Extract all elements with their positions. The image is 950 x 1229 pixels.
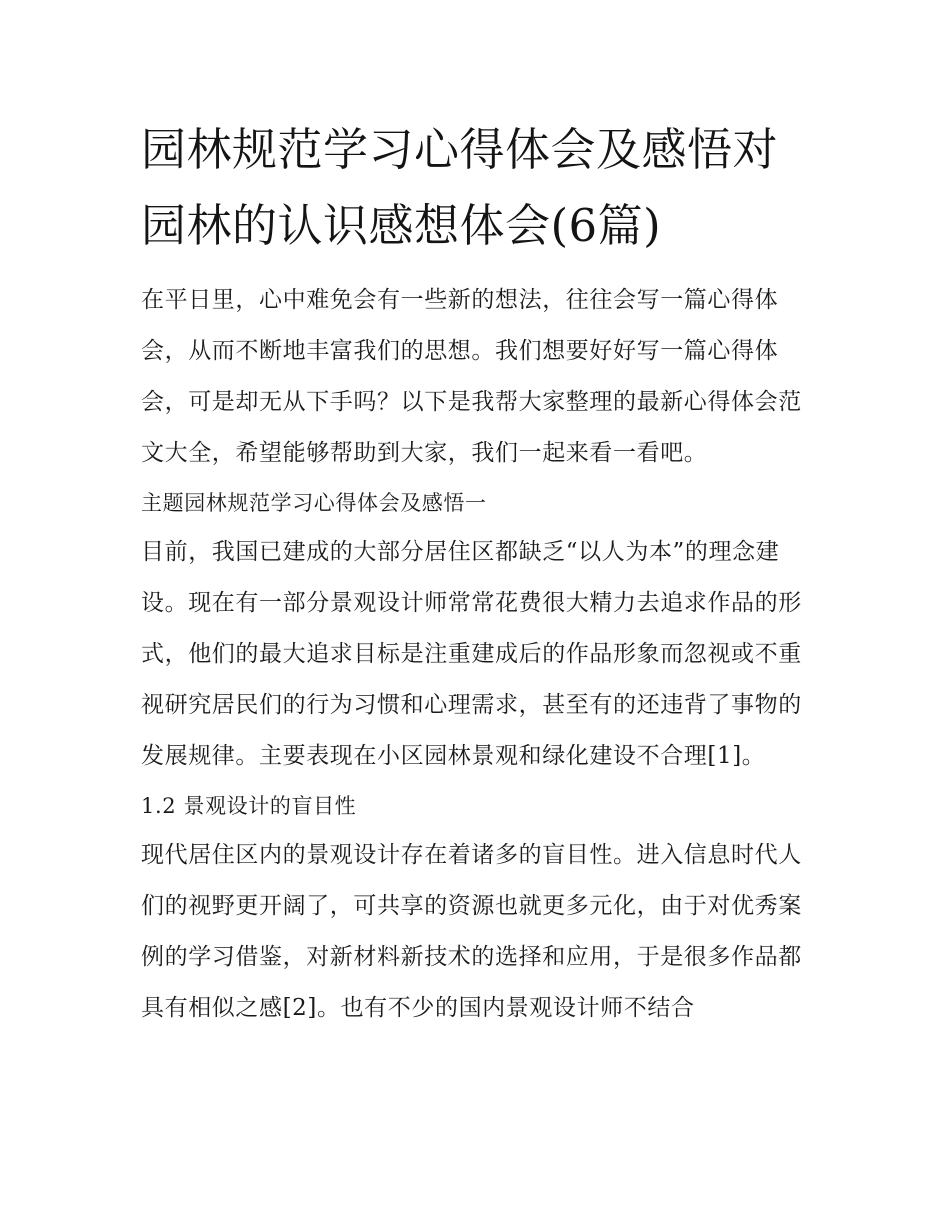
document-title: 园林规范学习心得体会及感悟对园林的认识感想体会(6篇) [141, 123, 779, 252]
subsection-paragraph: 现代居住区内的景观设计存在着诸多的盲目性。进入信息时代人们的视野更开阔了，可共享的资源也就更多元化，由于对优秀案例的学习借鉴，对新材料新技术的选择和应用，于是很多作品都具有相似之感[2]。也有不少的国内景观设计师不结合 [141, 842, 802, 1021]
section-paragraph: 目前，我国已建成的大部分居住区都缺乏“以人为本”的理念建设。现在有一部分景观设计师常常花费很大精力去追求作品的形式，他们的最大追求目标是注重建成后的作品形象而忽视或不重视研究居民们的行为习惯和心理需求，甚至有的还违背了事物的发展规律。主要表现在小区园林景观和绿化建设不合理[1]。 [141, 539, 802, 769]
subsection-heading: 1.2 景观设计的盲目性 [141, 794, 357, 818]
section-heading: 主题园林规范学习心得体会及感悟一 [141, 491, 487, 515]
document-body [141, 112, 821, 1034]
intro-paragraph: 在平日里，心中难免会有一些新的想法，往往会写一篇心得体会，从而不断地丰富我们的思想。我们想要好好写一篇心得体会，可是却无从下手吗？以下是我帮大家整理的最新心得体会范文大全，希望能够帮助到大家，我们一起来看一看吧。 [141, 287, 802, 466]
